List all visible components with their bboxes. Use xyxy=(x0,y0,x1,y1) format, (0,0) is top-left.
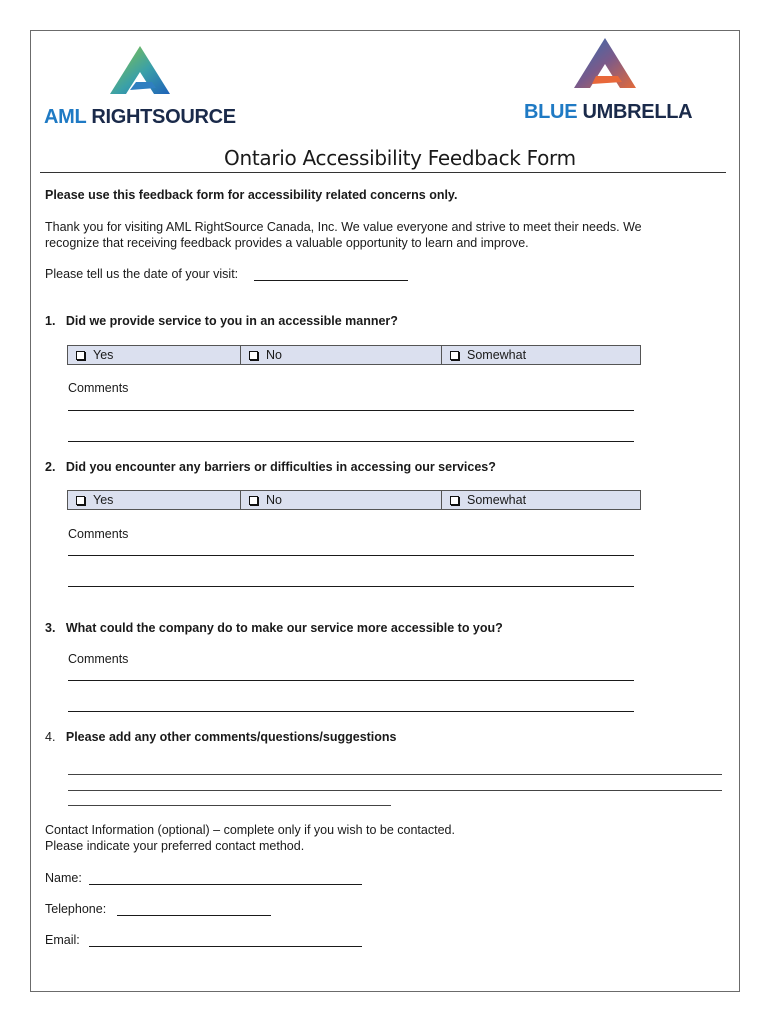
title-divider xyxy=(40,172,726,173)
checkbox-icon[interactable] xyxy=(249,351,258,360)
aml-logo-text: AML xyxy=(44,106,87,128)
question-number: 2. xyxy=(45,460,56,474)
blue-umbrella-triangle-icon xyxy=(572,36,638,90)
q2-comment-line-1[interactable] xyxy=(68,555,634,556)
question-text: Please add any other comments/questions/suggestions xyxy=(65,730,397,744)
option-label: No xyxy=(266,493,282,507)
option-label: Somewhat xyxy=(467,348,527,362)
visit-date-field[interactable] xyxy=(254,280,408,281)
checkbox-icon[interactable] xyxy=(450,351,459,360)
name-field[interactable] xyxy=(89,884,362,885)
checkbox-icon[interactable] xyxy=(76,351,85,360)
contact-info-line-1: Contact Information (optional) – complete only if you wish to be contacted. xyxy=(45,823,455,837)
email-field[interactable] xyxy=(89,946,362,947)
q1-comments-label: Comments xyxy=(68,381,129,395)
q1-option-somewhat[interactable] xyxy=(441,346,640,364)
q2-option-somewhat[interactable] xyxy=(441,491,640,509)
q2-comments-label: Comments xyxy=(68,527,129,541)
checkbox-icon[interactable] xyxy=(76,496,85,505)
option-label: Somewhat xyxy=(467,493,527,507)
form-title: Ontario Accessibility Feedback Form xyxy=(224,146,576,170)
q3-comment-line-2[interactable] xyxy=(68,711,634,712)
question-1-options xyxy=(67,345,641,365)
name-label: Name: xyxy=(45,871,82,885)
umbrella-logo-text: UMBRELLA xyxy=(582,101,693,123)
question-text: Did you encounter any barriers or difficulties in accessing our services? xyxy=(65,460,496,474)
question-number: 3. xyxy=(45,621,56,635)
q1-comment-line-2[interactable] xyxy=(68,441,634,442)
checkbox-icon[interactable] xyxy=(450,496,459,505)
telephone-field[interactable] xyxy=(117,915,271,916)
contact-info-line-2: Please indicate your preferred contact method. xyxy=(45,839,305,853)
q2-option-yes[interactable] xyxy=(68,491,240,509)
rightsource-logo-text: RIGHTSOURCE xyxy=(91,106,236,128)
q1-option-no[interactable] xyxy=(240,346,441,364)
email-label: Email: xyxy=(45,933,80,947)
aml-triangle-icon xyxy=(108,44,172,96)
question-text: What could the company do to make our service more accessible to you? xyxy=(65,621,503,635)
q1-comment-line-1[interactable] xyxy=(68,410,634,411)
intro-line-2: recognize that receiving feedback provides a valuable opportunity to learn and improve. xyxy=(45,236,529,250)
question-3 xyxy=(45,621,503,635)
q3-comments-label: Comments xyxy=(68,652,129,666)
q2-comment-line-2[interactable] xyxy=(68,586,634,587)
visit-date-label: Please tell us the date of your visit: xyxy=(45,267,239,281)
q4-answer-line-1[interactable] xyxy=(68,774,722,775)
option-label: No xyxy=(266,348,282,362)
intro-line-1: Thank you for visiting AML RightSource Canada, Inc. We value everyone and strive to meet their needs. We xyxy=(45,220,642,234)
question-number: 1. xyxy=(45,314,56,328)
q4-answer-line-2[interactable] xyxy=(68,790,722,791)
question-text: Did we provide service to you in an accessible manner? xyxy=(65,314,398,328)
question-2 xyxy=(45,460,496,474)
instruction-text: Please use this feedback form for accessibility related concerns only. xyxy=(45,188,458,202)
option-label: Yes xyxy=(93,493,114,507)
q3-comment-line-1[interactable] xyxy=(68,680,634,681)
question-1 xyxy=(45,314,398,328)
question-2-options xyxy=(67,490,641,510)
question-4 xyxy=(45,730,397,744)
q2-option-no[interactable] xyxy=(240,491,441,509)
blue-logo-text: BLUE xyxy=(524,101,578,123)
question-number: 4. xyxy=(45,730,56,744)
option-label: Yes xyxy=(93,348,114,362)
q4-answer-line-3[interactable] xyxy=(68,805,391,806)
telephone-label: Telephone: xyxy=(45,902,107,916)
q1-option-yes[interactable] xyxy=(68,346,240,364)
checkbox-icon[interactable] xyxy=(249,496,258,505)
